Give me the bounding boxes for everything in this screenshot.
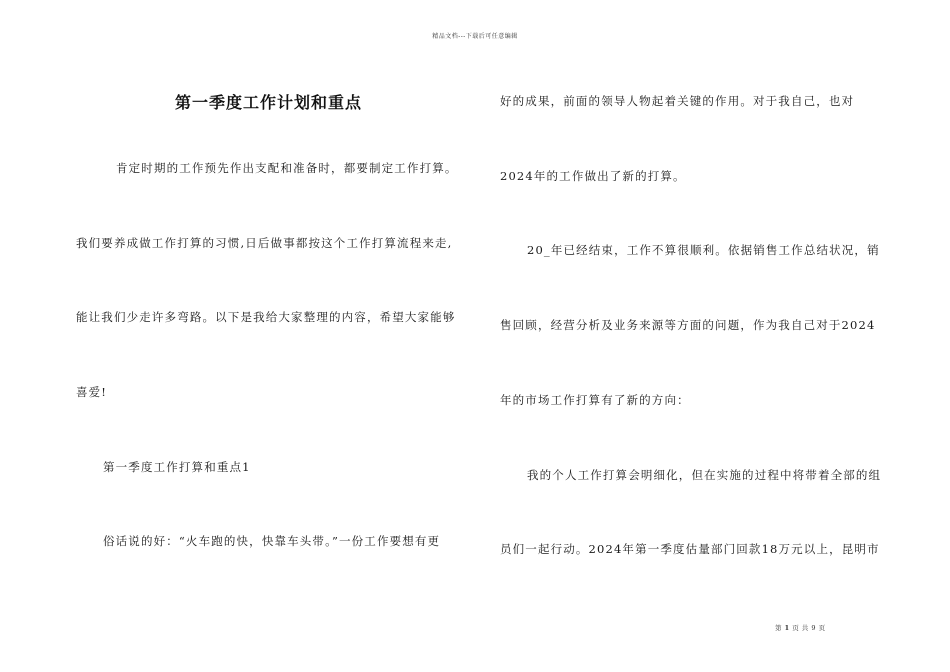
paragraph-line: 肯定时期的工作预先作出支配和准备时，都要制定工作打算。: [116, 161, 458, 175]
paragraph-line: 2024年的工作做出了新的打算。: [500, 169, 686, 183]
paragraph-line: 员们一起行动。2024年第一季度估量部门回款18万元以上，昆明市: [500, 542, 880, 556]
paragraph-line: 能让我们少走许多弯路。以下是我给大家整理的内容，希望大家能够: [76, 310, 456, 324]
paragraph-line: 我的个人工作打算会明细化，但在实施的过程中将带着全部的组: [527, 468, 882, 482]
paragraph-line: 售回顾，经营分析及业务来源等方面的问题，作为我自己对于2024: [500, 318, 876, 332]
paragraph-line: 年的市场工作打算有了新的方向：: [500, 393, 690, 407]
page-number: [775, 623, 826, 632]
paragraph-line: 好的成果，前面的领导人物起着关键的作用。对于我自己，也对: [500, 94, 855, 108]
page-prefix: 第: [775, 624, 782, 632]
section-heading: 第一季度工作打算和重点1: [103, 460, 251, 474]
header-note: 精品文档---下载后可任意编辑: [432, 33, 518, 40]
paragraph-line: 喜爱!: [76, 385, 108, 399]
total-pages: 9: [811, 624, 816, 632]
paragraph-line: 俗话说的好：“火车跑的快，快靠车头带。”一份工作要想有更: [103, 534, 441, 548]
current-page: 1: [784, 624, 790, 632]
page-middle: 页 共: [792, 624, 809, 632]
document-title: 第一季度工作计划和重点: [174, 93, 362, 112]
page-suffix: 页: [818, 624, 826, 632]
paragraph-line: 我们要养成做工作打算的习惯,日后做事都按这个工作打算流程来走,: [76, 236, 453, 250]
paragraph-line: 20_年已经结束，工作不算很顺利。依据销售工作总结状况，销: [527, 243, 880, 257]
